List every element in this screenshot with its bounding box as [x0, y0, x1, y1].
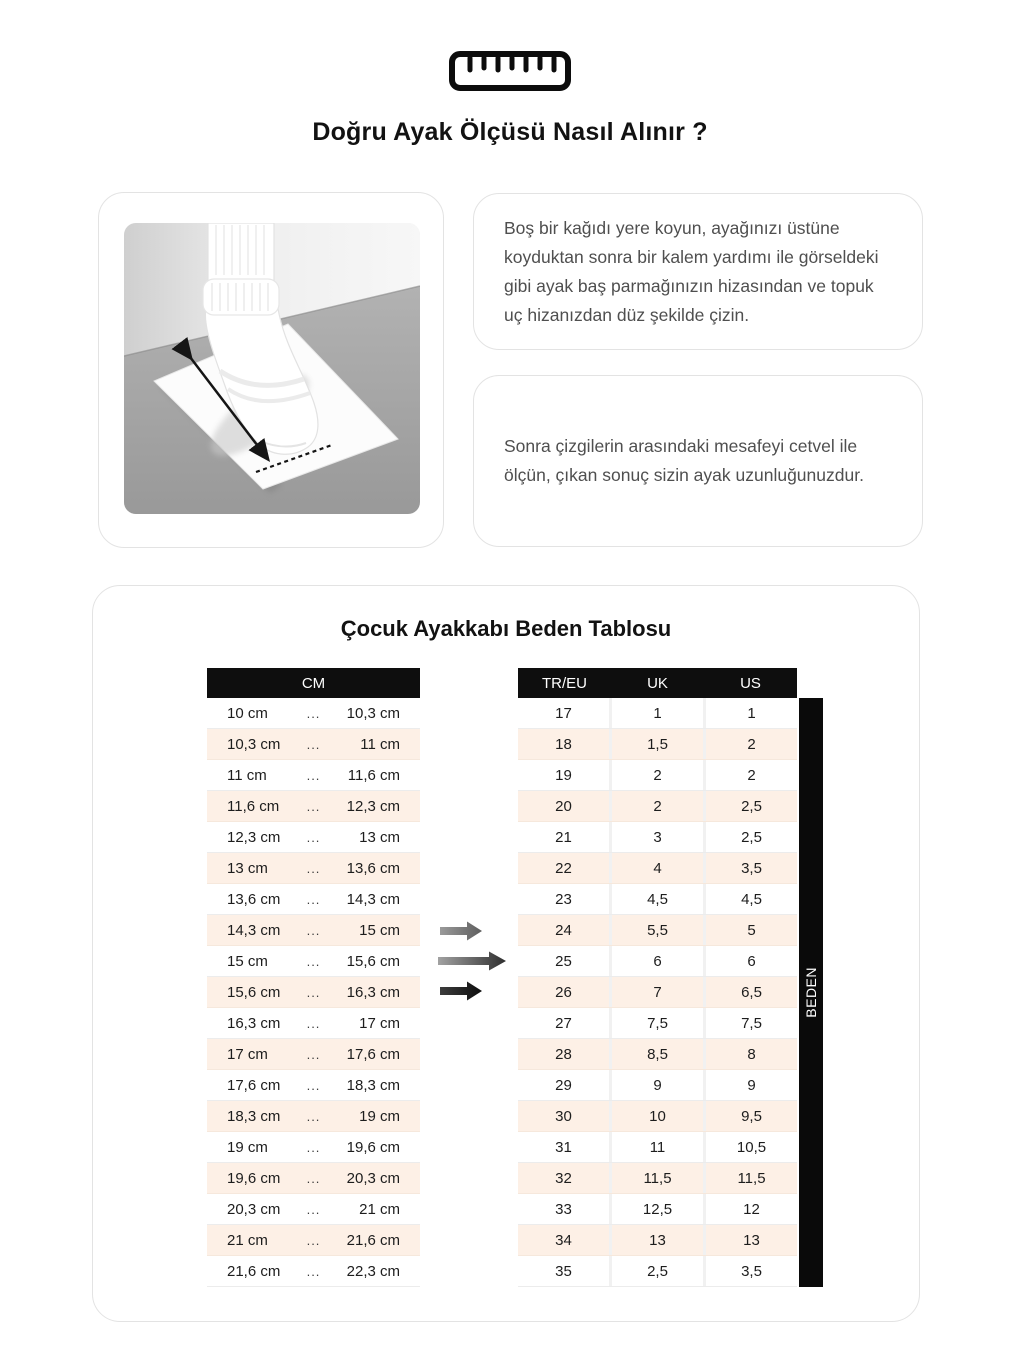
us-value: 2 — [706, 760, 797, 790]
range-dots: ... — [306, 922, 321, 938]
cm-from-value: 13,6 cm — [227, 890, 281, 908]
range-dots: ... — [306, 891, 321, 907]
range-dots: ... — [306, 829, 321, 845]
range-dots: ... — [306, 1170, 321, 1186]
size-table-row — [518, 1132, 797, 1163]
cm-table-row — [207, 729, 420, 760]
cm-table-row — [207, 791, 420, 822]
size-table-row — [518, 946, 797, 977]
cm-to-value: 12,3 cm — [346, 797, 400, 815]
size-table-row — [518, 760, 797, 791]
tr-eu-value: 23 — [518, 884, 609, 914]
tr-eu-value: 34 — [518, 1225, 609, 1255]
tr-eu-value: 33 — [518, 1194, 609, 1224]
beden-side-bar — [799, 698, 823, 1287]
cm-to-value: 21,6 cm — [346, 1231, 400, 1249]
size-table-body — [518, 698, 797, 1287]
cm-table-row — [207, 884, 420, 915]
size-table-header — [518, 668, 797, 698]
us-value: 2 — [706, 729, 797, 759]
us-value: 4,5 — [706, 884, 797, 914]
uk-value: 9 — [612, 1070, 703, 1100]
uk-value: 12,5 — [612, 1194, 703, 1224]
size-table-row — [518, 915, 797, 946]
tr-eu-value: 30 — [518, 1101, 609, 1131]
us-value: 13 — [706, 1225, 797, 1255]
cm-to-value: 15,6 cm — [346, 952, 400, 970]
us-value: 2,5 — [706, 791, 797, 821]
size-table-row — [518, 1225, 797, 1256]
us-value: 8 — [706, 1039, 797, 1069]
cm-from-value: 11,6 cm — [227, 797, 280, 815]
cm-table-row — [207, 698, 420, 729]
instruction-step-1: Boş bir kağıdı yere koyun, ayağınızı üstüne koyduktan sonra bir kalem yardımı ile görseldeki gibi ayak baş parmağınızın hizasından ve topuk uç hizanızdan düz şekilde çizin. — [504, 217, 879, 325]
cm-table-row — [207, 915, 420, 946]
size-table — [518, 668, 797, 1287]
cm-from-value: 10 cm — [227, 704, 268, 722]
us-value: 3,5 — [706, 1256, 797, 1286]
uk-value: 11,5 — [612, 1163, 703, 1193]
cm-to-value: 22,3 cm — [346, 1262, 400, 1280]
range-dots: ... — [306, 1139, 321, 1155]
cm-to-value: 16,3 cm — [346, 983, 400, 1001]
us-value: 11,5 — [706, 1163, 797, 1193]
uk-value: 8,5 — [612, 1039, 703, 1069]
size-table-row — [518, 822, 797, 853]
cm-from-value: 18,3 cm — [227, 1107, 281, 1125]
tr-eu-value: 32 — [518, 1163, 609, 1193]
cm-table-row — [207, 1132, 420, 1163]
us-value: 9,5 — [706, 1101, 797, 1131]
page-title: Doğru Ayak Ölçüsü Nasıl Alınır ? — [312, 118, 708, 146]
cm-from-value: 13 cm — [227, 859, 268, 877]
cm-from-value: 20,3 cm — [227, 1200, 281, 1218]
size-table-row — [518, 698, 797, 729]
cm-to-value: 17,6 cm — [346, 1045, 400, 1063]
tr-eu-value: 29 — [518, 1070, 609, 1100]
uk-value: 13 — [612, 1225, 703, 1255]
cm-table-row — [207, 1194, 420, 1225]
cm-from-value: 19,6 cm — [227, 1169, 281, 1187]
instruction-card-1 — [473, 193, 923, 350]
cm-to-value: 15 cm — [359, 921, 400, 939]
tr-eu-value: 26 — [518, 977, 609, 1007]
cm-to-value: 11 cm — [360, 735, 400, 753]
tr-eu-value: 21 — [518, 822, 609, 852]
tr-eu-value: 31 — [518, 1132, 609, 1162]
cm-to-value: 20,3 cm — [346, 1169, 400, 1187]
cm-table-row — [207, 760, 420, 791]
beden-side-label: BEDEN — [803, 967, 819, 1018]
cm-from-value: 12,3 cm — [227, 828, 281, 846]
uk-value: 6 — [612, 946, 703, 976]
range-dots: ... — [306, 736, 321, 752]
range-dots: ... — [306, 705, 321, 721]
cm-from-value: 15 cm — [227, 952, 268, 970]
us-value: 6 — [706, 946, 797, 976]
size-table-row — [518, 1194, 797, 1225]
transfer-arrows-icon — [436, 918, 512, 1004]
cm-to-value: 13 cm — [359, 828, 400, 846]
uk-value: 1 — [612, 698, 703, 728]
cm-to-value: 13,6 cm — [346, 859, 400, 877]
cm-table-row — [207, 1008, 420, 1039]
foot-measurement-photo — [124, 223, 420, 514]
cm-table-row — [207, 977, 420, 1008]
size-table-header-uk: UK — [647, 674, 668, 692]
instruction-step-2: Sonra çizgilerin arasındaki mesafeyi cetvel ile ölçün, çıkan sonuç sizin ayak uzunluğunuzdur. — [504, 436, 864, 485]
cm-to-value: 19 cm — [359, 1107, 400, 1125]
size-table-row — [518, 1101, 797, 1132]
cm-table-row — [207, 1256, 420, 1287]
uk-value: 4,5 — [612, 884, 703, 914]
cm-from-value: 21 cm — [227, 1231, 268, 1249]
cm-to-value: 19,6 cm — [346, 1138, 400, 1156]
uk-value: 3 — [612, 822, 703, 852]
uk-value: 7,5 — [612, 1008, 703, 1038]
us-value: 7,5 — [706, 1008, 797, 1038]
us-value: 9 — [706, 1070, 797, 1100]
range-dots: ... — [306, 1015, 321, 1031]
cm-from-value: 10,3 cm — [227, 735, 281, 753]
range-dots: ... — [306, 1046, 321, 1062]
uk-value: 2,5 — [612, 1256, 703, 1286]
us-value: 1 — [706, 698, 797, 728]
cm-to-value: 17 cm — [359, 1014, 400, 1032]
tr-eu-value: 19 — [518, 760, 609, 790]
uk-value: 2 — [612, 760, 703, 790]
tr-eu-value: 28 — [518, 1039, 609, 1069]
range-dots: ... — [306, 798, 321, 814]
tr-eu-value: 27 — [518, 1008, 609, 1038]
us-value: 3,5 — [706, 853, 797, 883]
cm-table-row — [207, 946, 420, 977]
foot-measurement-card — [98, 192, 444, 548]
header — [0, 50, 1020, 92]
size-chart-title: Çocuk Ayakkabı Beden Tablosu — [340, 616, 672, 641]
cm-table-row — [207, 1225, 420, 1256]
tr-eu-value: 20 — [518, 791, 609, 821]
tr-eu-value: 25 — [518, 946, 609, 976]
cm-table-row — [207, 1101, 420, 1132]
tr-eu-value: 17 — [518, 698, 609, 728]
range-dots: ... — [306, 1232, 321, 1248]
size-table-row — [518, 884, 797, 915]
cm-table-row — [207, 822, 420, 853]
us-value: 6,5 — [706, 977, 797, 1007]
uk-value: 2 — [612, 791, 703, 821]
cm-table-header: CM — [207, 668, 420, 698]
uk-value: 10 — [612, 1101, 703, 1131]
cm-table — [207, 668, 420, 1287]
us-value: 2,5 — [706, 822, 797, 852]
size-table-row — [518, 1163, 797, 1194]
size-table-header-tr-eu: TR/EU — [542, 674, 587, 692]
tr-eu-value: 35 — [518, 1256, 609, 1286]
cm-from-value: 15,6 cm — [227, 983, 281, 1001]
tr-eu-value: 18 — [518, 729, 609, 759]
cm-table-row — [207, 853, 420, 884]
us-value: 5 — [706, 915, 797, 945]
range-dots: ... — [306, 1077, 321, 1093]
size-table-row — [518, 1256, 797, 1287]
instruction-card-2 — [473, 375, 923, 547]
size-table-row — [518, 1070, 797, 1101]
cm-from-value: 21,6 cm — [227, 1262, 281, 1280]
cm-from-value: 19 cm — [227, 1138, 268, 1156]
range-dots: ... — [306, 984, 321, 1000]
range-dots: ... — [306, 953, 321, 969]
range-dots: ... — [306, 1201, 321, 1217]
size-table-row — [518, 1008, 797, 1039]
cm-table-row — [207, 1163, 420, 1194]
cm-from-value: 11 cm — [227, 766, 267, 784]
range-dots: ... — [306, 860, 321, 876]
cm-to-value: 11,6 cm — [347, 766, 400, 784]
uk-value: 4 — [612, 853, 703, 883]
cm-table-row — [207, 1039, 420, 1070]
cm-table-row — [207, 1070, 420, 1101]
range-dots: ... — [306, 767, 321, 783]
cm-from-value: 16,3 cm — [227, 1014, 281, 1032]
size-chart-card — [92, 585, 920, 1322]
foot-on-paper-illustration — [124, 223, 420, 514]
cm-to-value: 18,3 cm — [346, 1076, 400, 1094]
tr-eu-value: 24 — [518, 915, 609, 945]
range-dots: ... — [306, 1263, 321, 1279]
cm-to-value: 10,3 cm — [346, 704, 400, 722]
uk-value: 5,5 — [612, 915, 703, 945]
size-table-row — [518, 791, 797, 822]
cm-from-value: 17,6 cm — [227, 1076, 281, 1094]
tr-eu-value: 22 — [518, 853, 609, 883]
us-value: 10,5 — [706, 1132, 797, 1162]
size-table-row — [518, 729, 797, 760]
size-table-row — [518, 853, 797, 884]
cm-to-value: 21 cm — [359, 1200, 400, 1218]
size-table-header-us: US — [740, 674, 761, 692]
size-table-row — [518, 977, 797, 1008]
us-value: 12 — [706, 1194, 797, 1224]
range-dots: ... — [306, 1108, 321, 1124]
size-table-row — [518, 1039, 797, 1070]
uk-value: 7 — [612, 977, 703, 1007]
cm-to-value: 14,3 cm — [346, 890, 400, 908]
uk-value: 1,5 — [612, 729, 703, 759]
uk-value: 11 — [612, 1132, 703, 1162]
cm-table-body — [207, 698, 420, 1287]
ruler-icon — [448, 50, 572, 92]
cm-from-value: 14,3 cm — [227, 921, 281, 939]
cm-from-value: 17 cm — [227, 1045, 268, 1063]
